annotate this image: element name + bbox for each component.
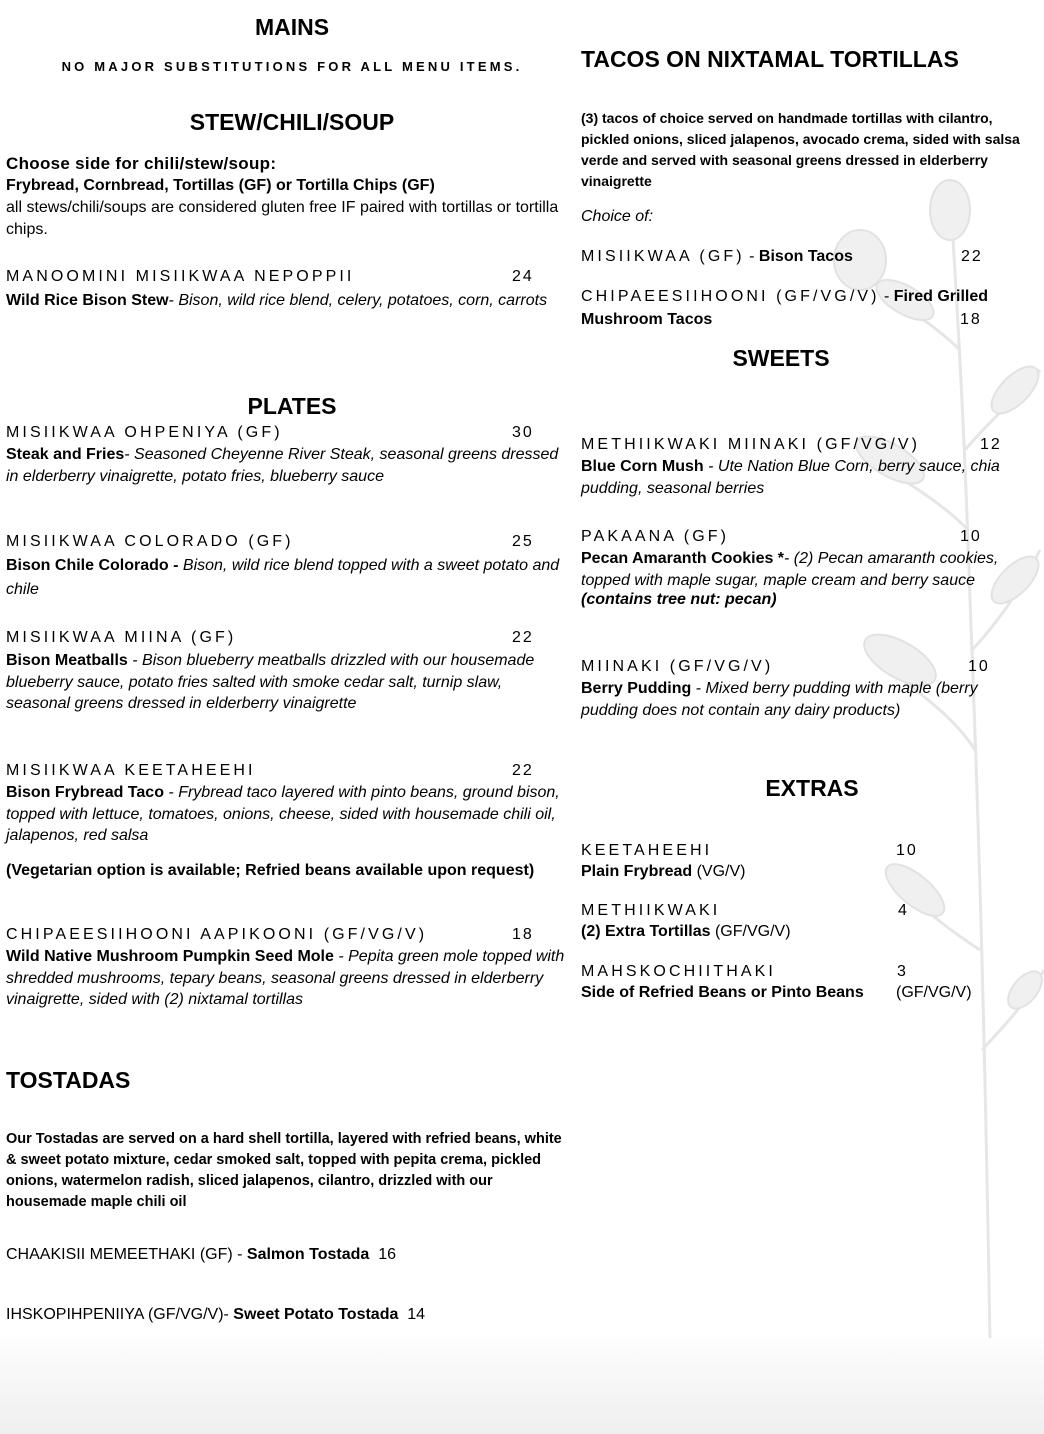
sweets-title: SWEETS xyxy=(732,345,830,371)
stew-gf-note: all stews/chili/soups are considered gluten free IF paired with tortillas or tortilla chips. xyxy=(6,199,559,238)
tostada-item xyxy=(6,1246,396,1264)
item-description xyxy=(581,863,746,881)
plates-title: PLATES xyxy=(247,393,337,419)
item-name: MANOOMINI MISIIKWAA NEPOPPII xyxy=(6,268,355,285)
item-title: (2) Extra Tortillas xyxy=(581,923,711,940)
item-price: 10 xyxy=(968,658,990,675)
item-detail: - (2) Pecan amaranth cookies, topped with maple sugar, maple cream and berry sauce xyxy=(581,550,999,589)
item-name: CHAAKISII MEMEETHAKI (GF) - xyxy=(6,1246,247,1263)
item-price: 18 xyxy=(512,926,534,943)
page-bottom-shade xyxy=(0,1338,1044,1434)
item-price: 10 xyxy=(896,842,918,859)
item-detail: - Frybread taco layered with pinto beans, ground bison, topped with lettuce, tomatoes, onions, cheese, sided with housemade chili oil, jalapenos, red salsa xyxy=(6,784,560,844)
item-price: 16 xyxy=(378,1246,396,1263)
allergen-note: (contains tree nut: pecan) xyxy=(581,591,777,608)
item-detail: - Mixed berry pudding with maple (berry pudding does not contain any dairy products) xyxy=(581,680,978,719)
item-detail: - Pepita green mole topped with shredded mushrooms, tepary beans, seasonal greens dressed in elderberry vinaigrette, sided with (2) nixtamal tortillas xyxy=(6,948,565,1008)
stew-side-heading: Choose side for chili/stew/soup: xyxy=(6,154,277,173)
item-title: Bison Tacos xyxy=(758,248,853,265)
item-name: METHIIKWAKI MIINAKI (GF/VG/V) xyxy=(581,436,921,453)
item-name: MISIIKWAA MIINA (GF) xyxy=(6,629,237,646)
item-price: 18 xyxy=(960,311,982,328)
item-name: METHIIKWAKI xyxy=(581,902,721,919)
item-title: Pecan Amaranth Cookies * xyxy=(581,550,785,567)
item-price: 30 xyxy=(512,424,534,441)
item-price: 22 xyxy=(512,629,534,646)
vegetarian-note: (Vegetarian option is available; Refried beans available upon request) xyxy=(6,862,535,879)
item-tag: (GF/VG/V) xyxy=(896,984,972,1001)
item-detail: - Seasoned Cheyenne River Steak, seasonal greens dressed in elderberry vinaigrette, potato fries, blueberry sauce xyxy=(6,446,559,485)
item-description xyxy=(6,650,568,715)
tostadas-intro: Our Tostadas are served on a hard shell tortilla, layered with refried beans, white & sweet potato mixture, cedar smoked salt, topped with pepita crema, pickled onions, watermelon radish, sliced jalapenos, cilantro, drizzled with our housemade maple chili oil xyxy=(6,1131,562,1210)
item-price: 22 xyxy=(961,248,983,265)
item-title: Blue Corn Mush xyxy=(581,458,704,475)
item-detail: - Bison, wild rice blend, celery, potatoes, corn, carrots xyxy=(168,292,548,309)
item-title: Steak and Fries xyxy=(6,446,125,463)
item-title-continued: Mushroom Tacos xyxy=(581,311,713,328)
tacos-title: TACOS ON NIXTAMAL TORTILLAS xyxy=(581,46,959,72)
tacos-choice-label: Choice of: xyxy=(581,208,654,225)
item-name: KEETAHEEHI xyxy=(581,842,713,859)
item-name: MISIIKWAA OHPENIYA (GF) xyxy=(6,424,283,441)
item-detail: - Ute Nation Blue Corn, berry sauce, chia pudding, seasonal berries xyxy=(581,458,1000,497)
tostadas-title: TOSTADAS xyxy=(6,1067,131,1093)
item-description xyxy=(6,554,568,602)
item-title: Side of Refried Beans or Pinto Beans xyxy=(581,984,864,1001)
item-title: Wild Rice Bison Stew xyxy=(6,292,169,309)
item-description xyxy=(6,290,568,312)
item-description xyxy=(6,444,568,487)
stew-side-options: Frybread, Cornbread, Tortillas (GF) or Tortilla Chips (GF) xyxy=(6,177,435,194)
item-title: Sweet Potato Tostada xyxy=(233,1306,399,1323)
item-title: Bison Chile Colorado - xyxy=(6,557,179,574)
item-title: Berry Pudding xyxy=(581,680,692,697)
item-name: CHIPAEESIIHOONI (GF/VG/V) xyxy=(581,288,880,305)
taco-item: MISIIKWAA (GF) - Bison Tacos xyxy=(581,248,853,265)
substitution-note: NO MAJOR SUBSTITUTIONS FOR ALL MENU ITEMS. xyxy=(61,59,523,74)
item-price: 24 xyxy=(512,268,534,285)
item-price: 14 xyxy=(407,1306,426,1323)
item-title: Bison Frybread Taco xyxy=(6,784,164,801)
item-title: Plain Frybread xyxy=(581,863,693,880)
item-price: 22 xyxy=(512,762,534,779)
item-detail: - Bison blueberry meatballs drizzled with our housemade blueberry sauce, potato fries salted with smoke cedar salt, turnip slaw, seasonal greens dressed in elderberry vinaigrette xyxy=(6,652,535,712)
tostada-item xyxy=(6,1306,425,1324)
item-description xyxy=(6,782,572,847)
botanical-illustration xyxy=(800,150,1044,1340)
item-description xyxy=(581,548,1036,591)
item-title: Wild Native Mushroom Pumpkin Seed Mole xyxy=(6,948,334,965)
stew-title: STEW/CHILI/SOUP xyxy=(189,109,395,135)
item-title: Salmon Tostada xyxy=(246,1246,370,1263)
item-tag: (VG/V) xyxy=(692,863,746,880)
item-price: 12 xyxy=(980,436,1002,453)
item-name: IHSKOPIHPENIIYA (GF/VG/V)- xyxy=(6,1306,234,1323)
taco-item: CHIPAEESIIHOONI (GF/VG/V) - Fired Grilled xyxy=(581,288,989,305)
tacos-intro: (3) tacos of choice served on handmade tortillas with cilantro, pickled onions, sliced jalapenos, avocado crema, sided with salsa verde and served with seasonal greens dressed in elderberry vinaigrette xyxy=(581,110,1020,189)
item-title: Fired Grilled xyxy=(893,288,989,305)
item-name: MISIIKWAA (GF) xyxy=(581,248,745,265)
item-price: 4 xyxy=(898,902,909,919)
item-detail: Bison, wild rice blend topped with a sweet potato and chile xyxy=(6,557,560,598)
item-description xyxy=(581,456,1036,499)
mains-title: MAINS xyxy=(254,14,330,40)
item-description xyxy=(581,923,791,941)
extras-title: EXTRAS xyxy=(765,775,859,801)
item-description xyxy=(6,946,572,1011)
item-price: 10 xyxy=(960,528,982,545)
item-name: MAHSKOCHIITHAKI xyxy=(581,963,776,980)
item-price: 25 xyxy=(512,533,534,550)
item-title: Bison Meatballs xyxy=(6,652,128,669)
item-name: CHIPAEESIIHOONI AAPIKOONI (GF/VG/V) xyxy=(6,926,428,943)
item-description xyxy=(581,678,991,721)
item-name: MIINAKI (GF/VG/V) xyxy=(581,658,774,675)
item-name: MISIIKWAA COLORADO (GF) xyxy=(6,533,294,550)
item-tag: (GF/VG/V) xyxy=(710,923,791,940)
item-name: MISIIKWAA KEETAHEEHI xyxy=(6,762,256,779)
item-price: 3 xyxy=(897,963,908,980)
item-name: PAKAANA (GF) xyxy=(581,528,730,545)
